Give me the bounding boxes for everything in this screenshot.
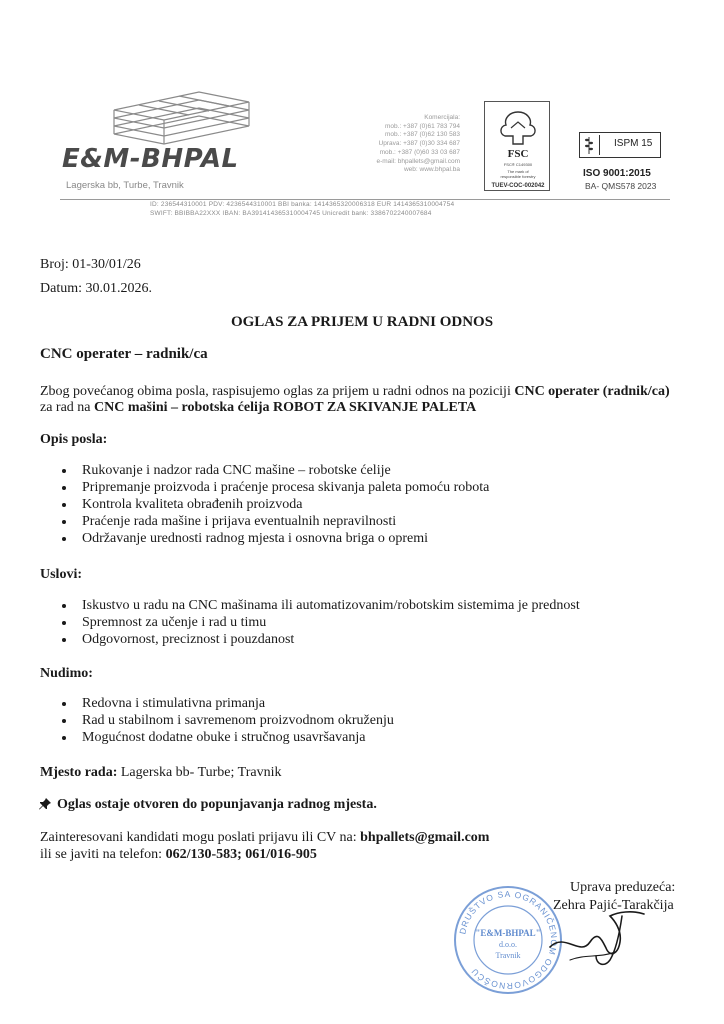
contact-line: e-mail: bhpallets@gmail.com [376,157,460,165]
list-item: Pripremanje proizvoda i praćenje procesa skivanja paleta pomoću robota [62,479,489,496]
company-address: Lagerska bb, Turbe, Travnik [66,180,184,191]
pallet-logo-icon [104,90,254,148]
intro-line-2 [40,399,476,416]
fsc-tagline-1: The mark of [507,169,529,174]
handwritten-signature [540,902,650,972]
contact-line: mob.: +387 (0)60 33 03 687 [379,148,460,156]
section-heading-uslovi: Uslovi: [40,567,82,582]
requirements-list [62,597,580,648]
ispm-label: ISPM 15 [614,138,653,149]
fsc-license: FSC® C149300 [503,162,533,167]
intro-position: CNC operater (radnik/ca) [514,384,670,399]
list-item: Odgovornost, preciznost i pouzdanost [62,631,580,648]
document-number: Broj: 01-30/01/26 [40,257,141,272]
intro-text: za rad na [40,400,95,415]
open-until-filled-note: Oglas ostaje otvoren do popunjavanja radnog mjesta. [57,797,377,812]
iso-certification: ISO 9001:2015 [583,168,651,179]
fsc-coc-code: TUEV-COC-002042 [491,183,545,189]
contact-text: Zainteresovani kandidati mogu poslati prijavu ili CV na: [40,830,361,845]
list-item: Održavanje urednosti radnog mjesta i osnovna briga o opremi [62,530,489,547]
contact-line: mob.: +387 (0)62 130 583 [385,131,460,139]
list-item: Rukovanje i nadzor rada CNC mašine – robotske ćelije [62,462,489,479]
fsc-certification-logo [484,101,550,191]
list-item: Redovna i stimulativna primanja [62,695,394,712]
wheat-icon [583,135,595,155]
work-location-label: Mjesto rada: [40,765,118,780]
ispm-certification-logo [579,132,661,158]
work-location-value: Lagerska bb- Turbe; Travnik [117,765,282,780]
registration-line-2: SWIFT: BBIBBA22XXX IBAN: BA391414365310004745 Unicredit bank: 3386702240007684 [150,210,432,217]
fsc-label: FSC [507,148,529,160]
pushpin-icon [38,797,52,811]
stamp-company: "E&M-BHPAL" [475,928,541,938]
position-heading: CNC operater – radnik/ca [40,346,208,362]
work-location [40,764,282,781]
contact-email: bhpallets@gmail.com [360,830,490,845]
intro-line-1 [40,383,670,400]
job-duties-list [62,462,489,547]
stamp-city: Travnik [495,951,521,960]
contact-text: ili se javiti na telefon: [40,847,166,862]
stamp-ring-text: DRUŠTVO SA OGRANIČENOM ODGOVORNOŠĆU [457,888,560,992]
stamp-form: d.o.o. [499,940,517,949]
contact-line: Uprava: +387 (0)30 334 687 [378,140,460,148]
contact-phone: 062/130-583; 061/016-905 [165,847,317,862]
section-heading-nudimo: Nudimo: [40,666,93,681]
iso-certificate-number: BA- QMS578 2023 [585,181,657,191]
list-item: Mogućnost dodatne obuke i stručnog usavršavanja [62,729,394,746]
section-heading-opis: Opis posla: [40,432,108,447]
intro-text: Zbog povećanog obima posla, raspisujemo oglas za prijem u radni odnos na poziciji [40,384,515,399]
intro-machine: CNC mašini – robotska ćelija ROBOT ZA SKIVANJE PALETA [94,400,477,415]
page-title: OGLAS ZA PRIJEM U RADNI ODNOS [230,314,494,330]
list-item: Rad u stabilnom i savremenom proizvodnom okruženju [62,712,394,729]
list-item: Kontrola kvaliteta obrađenih proizvoda [62,496,489,513]
contact-line-email [40,829,489,846]
contact-line-phone [40,846,317,863]
company-name: E&M-BHPAL [62,144,239,174]
list-item: Spremnost za učenje i rad u timu [62,614,580,631]
benefits-list [62,695,394,746]
signatory-title: Uprava preduzeća: [570,880,676,895]
contact-line: mob.: +387 (0)61 783 794 [385,122,460,130]
list-item: Iskustvo u radu na CNC mašinama ili automatizovanim/robotskim sistemima je prednost [62,597,580,614]
contact-line: Komercijala: [424,114,460,121]
fsc-tree-icon [491,106,545,184]
document-date: Datum: 30.01.2026. [40,281,152,296]
list-item: Praćenje rada mašine i prijava eventualnih nepravilnosti [62,513,489,530]
registration-line-1: ID: 236544310001 PDV: 4236544310001 BBI banka: 1414365320006318 EUR 1414365310004754 [150,201,455,208]
fsc-tagline-2: responsible forestry [500,174,536,179]
header-divider [60,199,670,200]
contact-info [318,114,460,175]
contact-line: web: www.bhpal.ba [403,166,460,174]
signatory-name: Zehra Pajić-Tarakčija [553,898,674,913]
